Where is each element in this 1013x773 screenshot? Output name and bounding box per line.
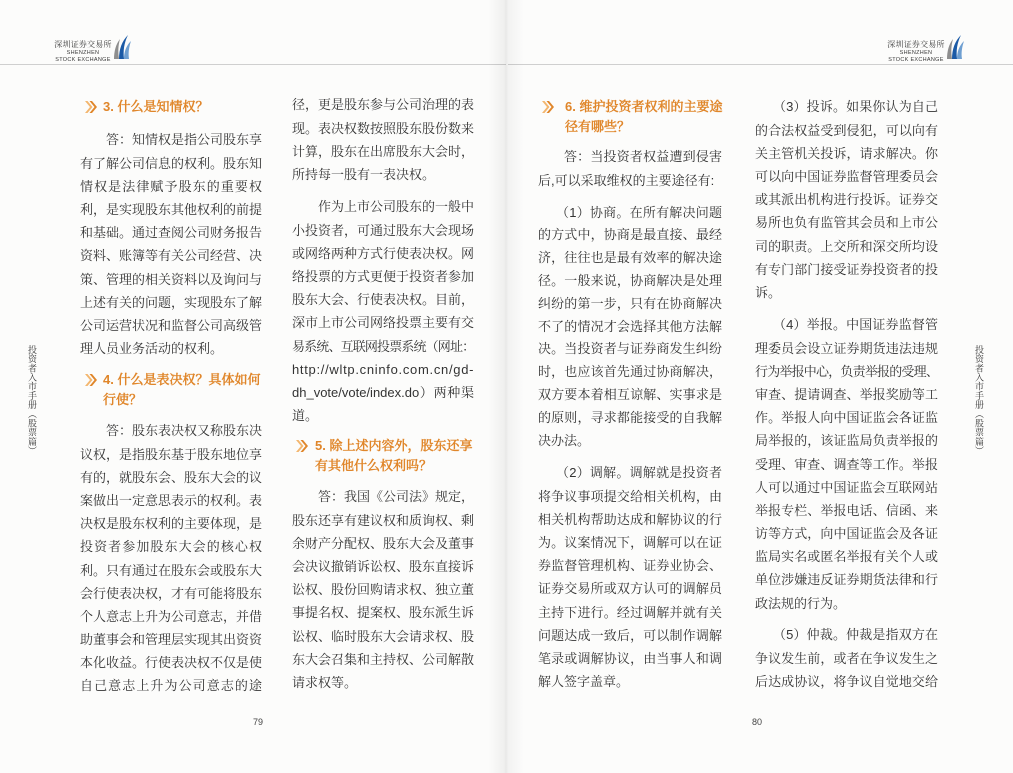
heading-line: 3. 什么是知情权？: [103, 99, 209, 114]
text-line: 访等方式，向中国证监会及各证: [755, 526, 938, 542]
text-line: 计算，股东在出席股东大会时，: [292, 143, 475, 159]
logo-name-en-line2: STOCK EXCHANGE: [55, 57, 111, 63]
text-line: 问题达成一致后，可以制作调解: [538, 627, 722, 643]
text-line: 公司运营状况和监督公司高级管: [80, 317, 263, 333]
answer-paragraph-3: [80, 128, 262, 360]
answer-paragraph-4: [80, 419, 262, 697]
text-line: 单位涉嫌违反证券期货法律和行: [755, 572, 938, 588]
book-spine-shadow: [488, 0, 524, 773]
answer-item-report: [755, 313, 938, 614]
text-line: 答：股东表决权又称股东决: [106, 423, 263, 439]
heading-line: 径有哪些？: [565, 119, 631, 134]
text-line: 决权是股东权利的主要体现，是: [80, 516, 263, 532]
answer-paragraph-4-part2: [292, 195, 474, 427]
left-page: [0, 0, 506, 773]
answer-paragraph-6-intro: [538, 145, 722, 193]
side-book-title: 投资者入市手册（股票篇）: [974, 345, 984, 456]
text-line: 案做出一定意思表示的权利。表: [80, 492, 263, 508]
text-line: 讼权、股份回购请求权、独立董: [292, 582, 475, 598]
chevron-icon: [541, 100, 555, 114]
heading-line: 有其他什么权利吗？: [315, 457, 433, 473]
text-line: 行为举报中心，负责举报的受理、: [755, 363, 938, 379]
text-line: 投资者参加股东大会的核心权: [80, 539, 262, 555]
text-line: 道。: [292, 408, 319, 424]
text-line: 后,可以采取维权的主要途径有:: [538, 173, 715, 188]
text-line: 讼权、临时股东大会请求权、股: [292, 628, 475, 644]
text-line: 争议发生前，或者在争议发生之: [755, 650, 938, 666]
logo-name-en-line1: SHENZHEN: [899, 50, 933, 56]
text-line: 有专门部门接受证券投资者的投: [755, 261, 938, 277]
text-line: 决办法。: [538, 432, 591, 448]
text-line: 不了的情况才会选择其他方法解: [538, 318, 722, 334]
text-line: 余财产分配权、股东大会及董事: [292, 535, 475, 551]
answer-paragraph-5: [292, 485, 474, 694]
page-number: 79: [252, 717, 263, 727]
header-rule: [0, 64, 506, 65]
text-line: 答：当投资者权益遭到侵害: [564, 149, 722, 164]
text-line-url: http://wltp.cninfo.com.cn/gd-: [292, 361, 475, 377]
question-heading-5: [295, 436, 485, 475]
text-line: 关主管机关投诉，请求解决。你: [755, 145, 938, 161]
heading-line: 行使？: [103, 392, 143, 407]
text-line: 主持下进行。经过调解并就有关: [538, 604, 722, 620]
logo-name-cn: 深圳证券交易所: [54, 40, 112, 49]
logo-name-en-line1: SHENZHEN: [66, 50, 100, 56]
text-line: 时，也应该首先通过协商解决，: [538, 364, 722, 380]
text-line: 利。只有通过在股东会或股东大: [80, 562, 263, 578]
text-line: 或其派出机构进行投诉。证券交: [755, 192, 938, 208]
text-line: 股东大会、行使表决权。目前，: [292, 292, 475, 308]
text-line: 受理、审查、调查等工作。举报: [755, 456, 938, 472]
text-line: （1）协商。在所有解决问题: [556, 204, 722, 220]
text-line: 和基础。通过查阅公司财务报告: [80, 225, 263, 241]
text-line: 人可以通过中国证监会互联网站: [755, 479, 938, 495]
text-line: 理委员会设立证券期货违法违规: [755, 340, 938, 356]
text-line: 的原则，寻求都能接受的自我解: [538, 409, 722, 425]
text-line: 司的职责。上交所和深交所均设: [755, 238, 938, 254]
text-line: （4）举报。中国证券监督管: [773, 317, 938, 333]
text-line: 政法规的行为。: [755, 595, 847, 611]
side-book-title: 投资者入市手册（股票篇）: [27, 345, 37, 456]
text-line: 议权，是指股东基于股东地位享: [80, 446, 263, 462]
text-line: 为。议案情况下，调解可以在证: [538, 534, 722, 550]
text-line: 举报专栏、举报电话、信函、来: [755, 502, 938, 518]
heading-line: 4. 什么是表决权？具体如何: [103, 372, 261, 387]
text-line: 作。举报人向中国证监会各证监: [755, 410, 938, 426]
text-line: 笔录或调解协议，由当事人和调: [538, 650, 722, 666]
szse-logo-icon: [945, 33, 965, 60]
text-line-url: dh_vote/vote/index.do）两种渠: [292, 384, 474, 400]
text-line: 诉。: [755, 284, 782, 300]
text-line: 作为上市公司股东的一般中: [318, 199, 475, 215]
text-line: 将争议事项提交给相关机构，由: [538, 488, 722, 504]
text-line: 自己意志上升为公司意志的途: [80, 678, 262, 694]
text-line: 径。一般来说，协商解决是处理: [538, 272, 722, 288]
question-heading-4: [84, 370, 274, 410]
text-line: 情权是法律赋予股东的重要权: [80, 178, 262, 194]
text-line: 纠纷的第一步，只有在协商解决: [538, 295, 722, 311]
text-line: 事提名权、提案权、股东派生诉: [292, 605, 475, 621]
text-line: 理人员业务活动的权利。: [80, 341, 224, 357]
text-line: 东大会召集和主持权、公司解散: [292, 651, 475, 667]
text-line: 易系统、互联网投票系统（网址：: [292, 338, 475, 354]
heading-line: 5. 除上述内容外，股东还享: [315, 438, 473, 453]
chevron-icon: [84, 373, 98, 387]
text-line: 小投资者，可通过股东大会现场: [292, 222, 475, 238]
text-line: 个人意志上升为公司意志，并借: [80, 608, 263, 624]
header-logo-text: [887, 40, 945, 64]
text-line: 利，是实现股东其他权利的前提: [80, 201, 263, 217]
header-rule: [508, 64, 1013, 65]
text-line: 证券交易所或双方认可的调解员: [538, 581, 722, 597]
text-line: 后达成协议，将争议自觉地交给: [755, 673, 938, 689]
chevron-icon: [84, 100, 98, 114]
chevron-icon: [295, 439, 309, 453]
text-line: 本化收益。行使表决权不仅是使: [80, 655, 263, 671]
text-line: （2）调解。调解就是投资者: [556, 465, 722, 481]
text-line: 易所也负有监管其会员和上市公: [755, 215, 938, 231]
text-line: 股东还享有建议权和质询权、剩: [292, 512, 475, 528]
answer-item-negotiation: [538, 202, 722, 453]
text-line: 或网络两种方式行使表决权。网: [292, 245, 475, 261]
text-line: 答：知情权是指公司股东享: [106, 132, 263, 148]
text-line: 有的，就股东会、股东大会的议: [80, 469, 263, 485]
header-logo-text: [54, 40, 112, 64]
text-line: 的方式中，协商是最直接、最经: [538, 227, 722, 243]
text-line: （5）仲裁。仲裁是指双方在: [773, 627, 938, 643]
question-heading-6: [541, 97, 736, 137]
text-line: 局举报的，该证监局负责举报的: [755, 433, 938, 449]
text-line: （3）投诉。如果你认为自己: [773, 99, 938, 115]
text-line: 上述有关的问题，实现股东了解: [80, 294, 263, 310]
text-line: 所持每一股有一表决权。: [292, 166, 436, 182]
logo-name-cn: 深圳证券交易所: [887, 40, 945, 49]
text-line: 可以向中国证券监督管理委员会: [755, 168, 938, 184]
text-line: 券监督管理机构、证券业协会、: [538, 558, 722, 574]
text-line: 有了解公司信息的权利。股东知: [80, 155, 263, 171]
szse-logo-icon: [112, 33, 132, 60]
text-line: 决。当投资者与证券商发生纠纷: [538, 341, 722, 357]
text-line: 深市上市公司网络投票主要有交: [292, 315, 475, 331]
text-line: 相关机构帮助达成和解协议的行: [538, 511, 722, 527]
answer-item-arbitration: [755, 623, 938, 693]
text-line: 双方要本着相互谅解、实事求是: [538, 386, 722, 402]
text-line: 会决议撤销诉讼权、股东直接诉: [292, 558, 475, 574]
text-line: 助董事会和管理层实现其出资资: [80, 632, 263, 648]
text-line: 策、管理的相关资料以及询问与: [80, 271, 263, 287]
text-line: 审查、提请调查、举报奖励等工: [755, 386, 938, 402]
text-line: 答：我国《公司法》规定，: [318, 489, 475, 505]
right-page: [507, 0, 1013, 773]
text-line: 解人签字盖章。: [538, 674, 630, 690]
answer-item-mediation: [538, 461, 722, 693]
text-line: 现。表决权数按照股东股份数来: [292, 120, 475, 136]
text-line: 济，往往也是最有效率的解决途: [538, 250, 722, 266]
page-number: 80: [751, 717, 762, 727]
text-line: 会行使表决权，才有可能将股东: [80, 585, 263, 601]
text-line: 请求权等。: [292, 674, 358, 690]
text-line: 径，更是股东参与公司治理的表: [292, 97, 475, 113]
text-line: 监局实名或匿名举报有关个人或: [755, 549, 938, 565]
text-line: 资料、账簿等有关公司经营、决: [80, 248, 263, 264]
question-heading-3: [84, 97, 274, 117]
answer-paragraph-4-continued: [292, 93, 474, 186]
text-line: 络投票的方式更便于投资者参加: [292, 268, 475, 284]
heading-line: 6. 维护投资者权利的主要途: [565, 99, 723, 114]
answer-item-complaint: [755, 95, 938, 304]
logo-name-en-line2: STOCK EXCHANGE: [888, 57, 944, 63]
text-line: 的合法权益受到侵犯，可以向有: [755, 122, 938, 138]
